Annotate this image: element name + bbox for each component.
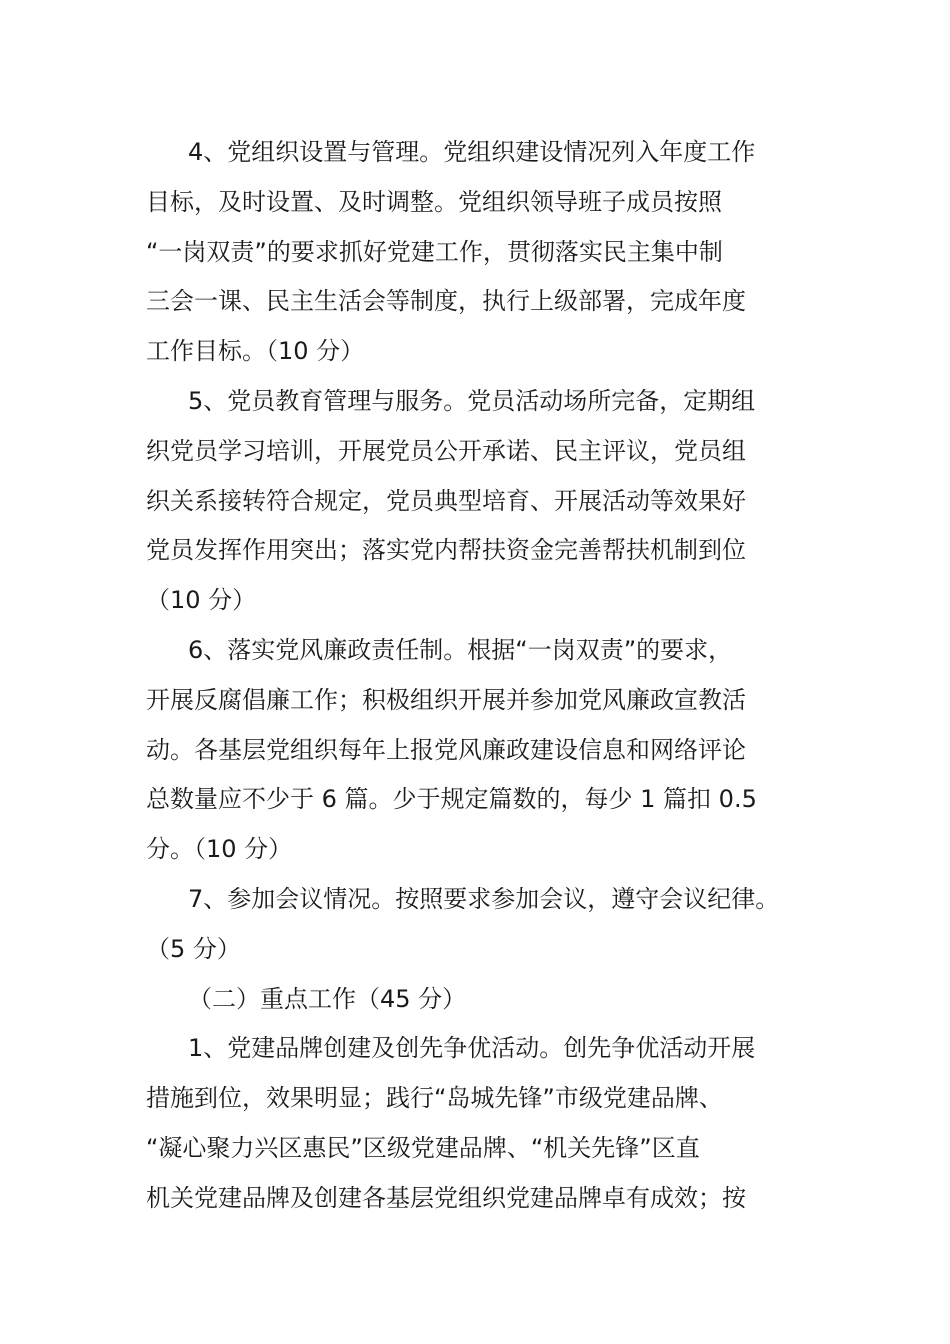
- text-line: 机关党建品牌及创建各基层党组织党建品牌卓有成效；按: [146, 1183, 746, 1212]
- text-line: 5、党员教育管理与服务。党员活动场所完备，定期组: [188, 386, 756, 415]
- text-line: 开展反腐倡廉工作；积极组织开展并参加党风廉政宣教活: [146, 685, 746, 714]
- section-heading: （二）重点工作（45 分）: [188, 984, 467, 1013]
- text-line: 总数量应不少于 6 篇。少于规定篇数的，每少 1 篇扣 0.5: [146, 785, 757, 814]
- text-line: 4、党组织设置与管理。党组织建设情况列入年度工作: [188, 138, 756, 166]
- text-line: “凝心聚力兴区惠民”区级党建品牌、“机关先锋”区直: [146, 1133, 700, 1162]
- text-line: 分。（10 分）: [146, 835, 293, 864]
- text-line: 措施到位，效果明显；践行“岛城先锋”市级党建品牌、: [146, 1084, 723, 1113]
- text-line: 6、落实党风廉政责任制。根据“一岗双责”的要求，: [188, 635, 733, 664]
- text-line: 目标，及时设置、及时调整。党组织领导班子成员按照: [146, 187, 722, 216]
- text-line: 7、参加会议情况。按照要求参加会议，遵守会议纪律。: [188, 884, 780, 913]
- text-line: 织党员学习培训，开展党员公开承诺、民主评议，党员组: [146, 436, 746, 465]
- text-line: 三会一课、民主生活会等制度，执行上级部署，完成年度: [146, 287, 746, 316]
- text-line: 1、党建品牌创建及创先争优活动。创先争优活动开展: [188, 1034, 756, 1063]
- text-line: 党员发挥作用突出；落实党内帮扶资金完善帮扶机制到位: [146, 536, 746, 565]
- text-line: 工作目标。（10 分）: [146, 337, 365, 366]
- text-line: 动。各基层党组织每年上报党风廉政建设信息和网络评论: [146, 735, 746, 764]
- text-line: （10 分）: [146, 586, 257, 615]
- document-body: [146, 128, 808, 1224]
- text-line: “一岗双责”的要求抓好党建工作，贯彻落实民主集中制: [146, 237, 723, 266]
- text-line: 织关系接转符合规定，党员典型培育、开展活动等效果好: [146, 486, 746, 515]
- text-line: （5 分）: [146, 934, 241, 963]
